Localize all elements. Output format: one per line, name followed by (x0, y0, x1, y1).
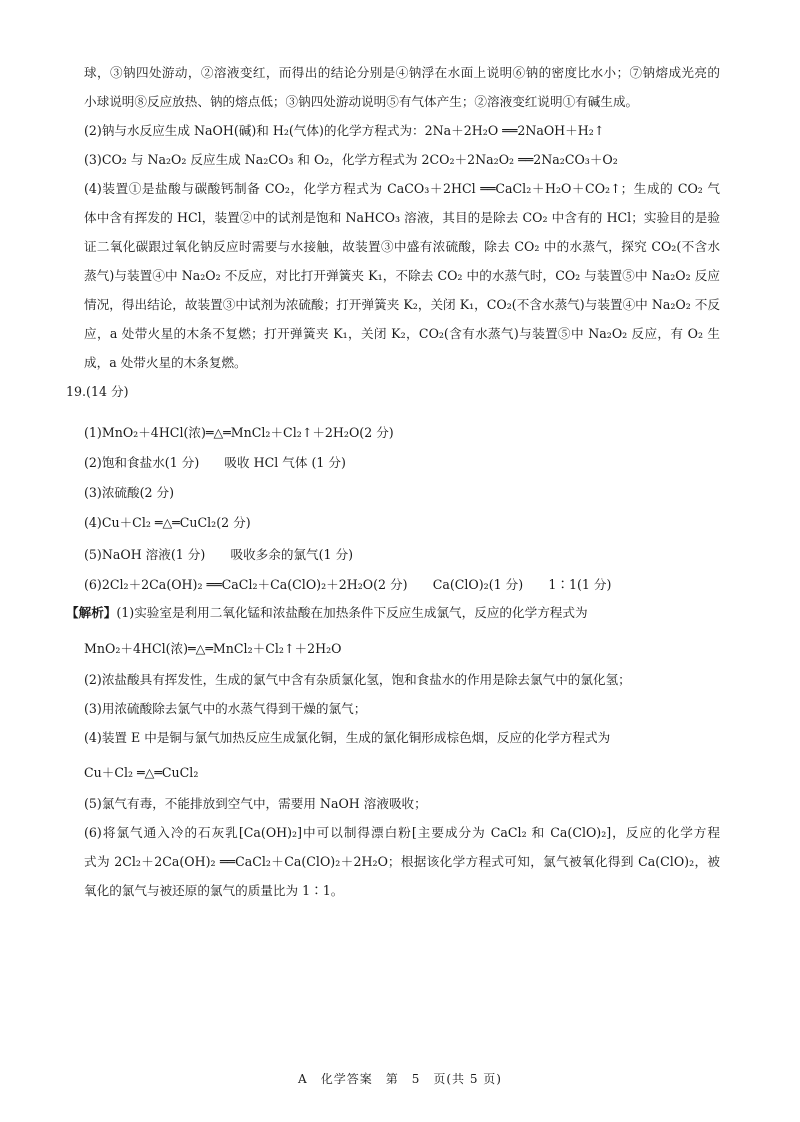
text-line: (2)钠与水反应生成 NaOH(碱)和 H₂(气体)的化学方程式为：2Na＋2H₂O ══2NaOH＋H₂↑ (84, 123, 605, 138)
page-footer: A 化学答案 第 5 页(共 5 页) (298, 1072, 502, 1086)
text-line: 式为 2Cl₂＋2Ca(OH)₂ ══CaCl₂＋Ca(ClO)₂＋2H₂O；根据该化学方程式可知，氯气被氧化得到 Ca(ClO)₂，被 (84, 854, 720, 869)
analysis-paragraph (66, 604, 588, 622)
answer-item: (5)NaOH 溶液(1 分) 吸收多余的氯气(1 分) (84, 547, 354, 562)
text-line: (4)装置①是盐酸与碳酸钙制备 CO₂，化学方程式为 CaCO₃＋2HCl ══CaCl₂＋H₂O＋CO₂↑；生成的 CO₂ 气 (84, 181, 720, 196)
analysis-label: 【解析】 (66, 605, 117, 620)
text-line: (4)装置 E 中是铜与氯气加热反应生成氯化铜，生成的氯化铜形成棕色烟，反应的化学方程式为 (84, 730, 611, 745)
text-line: 氧化的氯气与被还原的氯气的质量比为 1∶1。 (84, 883, 344, 898)
text-line: (3)用浓硫酸除去氯气中的水蒸气得到干燥的氯气； (84, 701, 367, 716)
text-line: 小球说明⑧反应放热、钠的熔点低；③钠四处游动说明⑤有气体产生；②溶液变红说明①有碱生成。 (84, 94, 639, 109)
analysis-text: (1)实验室是利用二氧化锰和浓盐酸在加热条件下反应生成氯气，反应的化学方程式为 (116, 605, 588, 620)
text-line: (6)将氯气通入冷的石灰乳[Ca(OH)₂]中可以制得漂白粉[主要成分为 CaCl₂ 和 Ca(ClO)₂]，反应的化学方程 (84, 825, 720, 840)
answer-item: (2)饱和食盐水(1 分) 吸收 HCl 气体 (1 分) (84, 455, 346, 470)
answer-item: (6)2Cl₂＋2Ca(OH)₂ ══CaCl₂＋Ca(ClO)₂＋2H₂O(2 分) Ca(ClO)₂(1 分) 1∶1(1 分) (84, 577, 612, 592)
text-line: 蒸气)与装置④中 Na₂O₂ 不反应，对比打开弹簧夹 K₁，不除去 CO₂ 中的水蒸气时，CO₂ 与装置⑤中 Na₂O₂ 反应 (84, 268, 720, 283)
text-line: 应，a 处带火星的木条不复燃；打开弹簧夹 K₁，关闭 K₂，CO₂(含有水蒸气)与装置⑤中 Na₂O₂ 反应，有 O₂ 生 (84, 326, 720, 341)
text-line: 成，a 处带火星的木条复燃。 (84, 355, 247, 370)
text-line: (5)氯气有毒，不能排放到空气中，需要用 NaOH 溶液吸收； (84, 796, 427, 811)
answer-item: (4)Cu＋Cl₂ ═△═CuCl₂(2 分) (84, 515, 251, 530)
answer-item: (1)MnO₂＋4HCl(浓)═△═MnCl₂＋Cl₂↑＋2H₂O(2 分) (84, 425, 394, 440)
text-line: 情况，得出结论，故装置③中试剂为浓硫酸；打开弹簧夹 K₂，关闭 K₁，CO₂(不含水蒸气)与装置④中 Na₂O₂ 不反 (84, 297, 720, 312)
text-line: 体中含有挥发的 HCl，装置②中的试剂是饱和 NaHCO₃ 溶液，其目的是除去 CO₂ 中含有的 HCl；实验目的是验 (84, 210, 720, 225)
answer-item: (3)浓硫酸(2 分) (84, 485, 175, 500)
equation-line: Cu＋Cl₂ ═△═CuCl₂ (84, 765, 199, 780)
text-line: 球，③钠四处游动，②溶液变红，而得出的结论分别是④钠浮在水面上说明⑥钠的密度比水小；⑦钠熔成光亮的 (84, 65, 720, 80)
text-line: 证二氧化碳跟过氧化钠反应时需要与水接触，故装置③中盛有浓硫酸，除去 CO₂ 中的水蒸气，探究 CO₂(不含水 (84, 239, 720, 254)
question-number: 19.(14 分) (66, 384, 129, 399)
text-line: (3)CO₂ 与 Na₂O₂ 反应生成 Na₂CO₃ 和 O₂，化学方程式为 2CO₂＋2Na₂O₂ ══2Na₂CO₃＋O₂ (84, 152, 618, 167)
text-line: (2)浓盐酸具有挥发性，生成的氯气中含有杂质氯化氢，饱和食盐水的作用是除去氯气中的氯化氢； (84, 672, 631, 687)
equation-line: MnO₂＋4HCl(浓)═△═MnCl₂＋Cl₂↑＋2H₂O (84, 641, 342, 656)
